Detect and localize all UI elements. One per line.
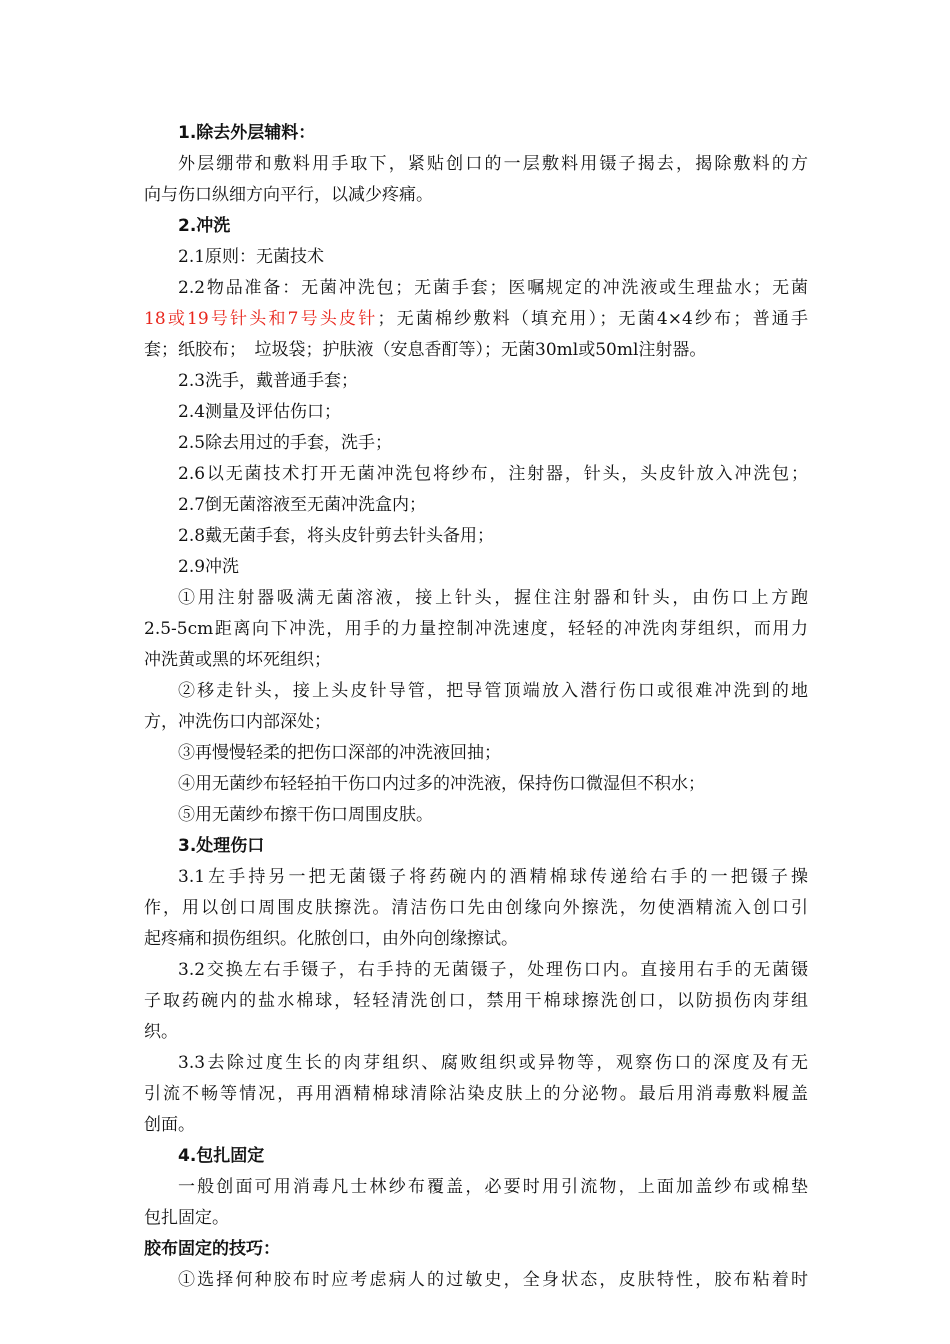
paragraph-line: 子取药碗内的盐水棉球，轻轻清洗创口，禁用干棉球擦洗创口，以防损伤肉芽组 — [144, 991, 808, 1011]
list-item: 2.7倒无菌溶液至无菌冲洗盒内； — [178, 495, 427, 515]
highlighted-text: 18或19号针头和7号头皮针 — [144, 309, 378, 329]
paragraph-line: 套；纸胶布； 垃圾袋；护肤液（安息香酊等）；无菌30ml或50ml注射器。 — [144, 340, 707, 360]
paragraph-line-mixed — [144, 304, 808, 335]
paragraph-text: ；无菌棉纱敷料（填充用）；无菌4×4纱布；普通手 — [377, 309, 808, 329]
paragraph-line: 起疼痛和损伤组织。化脓创口，由外向创缘擦试。 — [144, 929, 518, 949]
section-heading-bandage: 4.包扎固定 — [178, 1146, 265, 1166]
section-heading-irrigation: 2.冲洗 — [178, 216, 231, 236]
step-line: ①用注射器吸满无菌溶液，接上针头，握住注射器和针头，由伤口上方跑 — [178, 588, 808, 608]
paragraph-line: 作，用以创口周围皮肤擦洗。清洁伤口先由创缘向外擦洗，勿使酒精流入创口引 — [144, 898, 808, 918]
step-line: ⑤用无菌纱布擦干伤口周围皮肤。 — [178, 805, 433, 825]
list-item: 2.5除去用过的手套，洗手； — [178, 433, 393, 453]
paragraph-line: 外层绷带和敷料用手取下，紧贴创口的一层敷料用镊子揭去，揭除敷料的方 — [178, 154, 808, 174]
section-heading-remove-dressing: 1.除去外层辅料： — [178, 123, 316, 143]
list-item: 2.1原则：无菌技术 — [178, 247, 325, 267]
step-line: ①选择何种胶布时应考虑病人的过敏史，全身状态，皮肤特性，胶布粘着时 — [178, 1270, 808, 1290]
paragraph-line: 创面。 — [144, 1115, 195, 1135]
paragraph-line: 引流不畅等情况，再用酒精棉球清除沾染皮肤上的分泌物。最后用消毒敷料履盖 — [144, 1084, 808, 1104]
step-line: 方，冲洗伤口内部深处； — [144, 712, 331, 732]
paragraph-line: 向与伤口纵细方向平行，以减少疼痛。 — [144, 185, 433, 205]
section-heading-treat-wound: 3.处理伤口 — [178, 836, 265, 856]
paragraph-line: 3.2交换左右手镊子，右手持的无菌镊子，处理伤口内。直接用右手的无菌镊 — [178, 960, 808, 980]
step-line: 冲洗黄或黑的坏死组织； — [144, 650, 331, 670]
paragraph-line: 3.3去除过度生长的肉芽组织、腐败组织或异物等，观察伤口的深度及有无 — [178, 1053, 808, 1073]
document-body — [144, 118, 808, 1296]
paragraph-line: 织。 — [144, 1022, 178, 1042]
step-line: ②移走针头，接上头皮针导管，把导管顶端放入潜行伤口或很难冲洗到的地 — [178, 681, 808, 701]
list-item: 2.6以无菌技术打开无菌冲洗包将纱布，注射器，针头，头皮针放入冲洗包； — [178, 464, 808, 484]
list-item: 2.2物品准备：无菌冲洗包；无菌手套；医嘱规定的冲洗液或生理盐水；无菌 — [178, 278, 808, 298]
paragraph-line: 3.1左手持另一把无菌镊子将药碗内的酒精棉球传递给右手的一把镊子操 — [178, 867, 808, 887]
section-heading-tape-technique: 胶布固定的技巧： — [144, 1239, 280, 1259]
step-line: ④用无菌纱布轻轻拍干伤口内过多的冲洗液，保持伤口微湿但不积水； — [178, 774, 705, 794]
paragraph-line: 一般创面可用消毒凡士林纱布覆盖，必要时用引流物，上面加盖纱布或棉垫 — [178, 1177, 808, 1197]
list-item: 2.9冲洗 — [178, 557, 240, 577]
list-item: 2.3洗手，戴普通手套； — [178, 371, 359, 391]
list-item: 2.4测量及评估伤口； — [178, 402, 342, 422]
paragraph-line: 包扎固定。 — [144, 1208, 229, 1228]
step-line: 2.5-5cm距离向下冲洗，用手的力量控制冲洗速度，轻轻的冲洗肉芽组织，而用力 — [144, 619, 808, 639]
list-item: 2.8戴无菌手套，将头皮针剪去针头备用； — [178, 526, 495, 546]
step-line: ③再慢慢轻柔的把伤口深部的冲洗液回抽； — [178, 743, 501, 763]
